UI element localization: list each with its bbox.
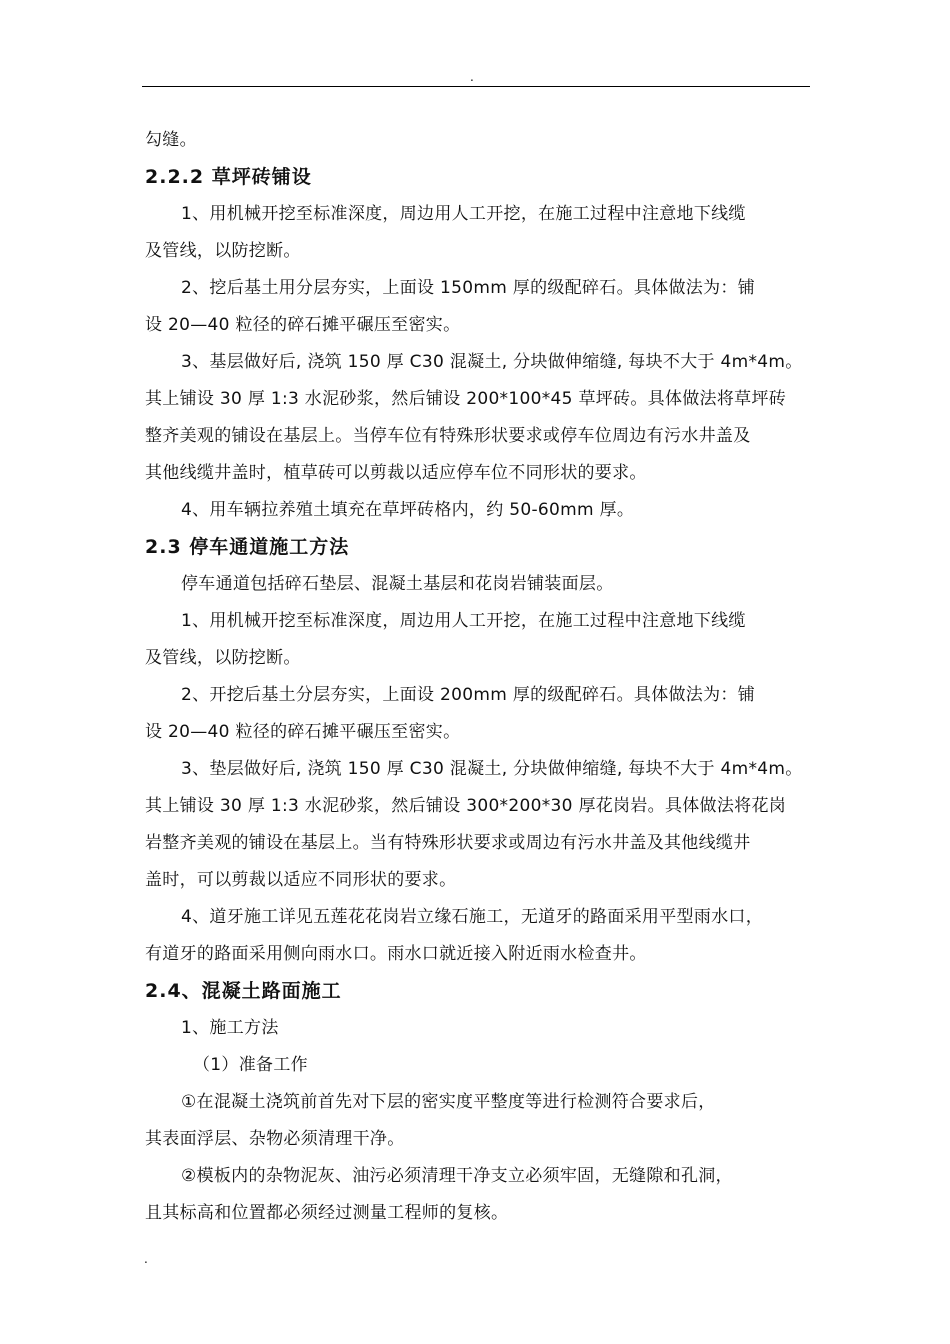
paragraph-line: 整齐美观的铺设在基层上。当停车位有特殊形状要求或停车位周边有污水井盖及: [145, 426, 751, 446]
paragraph-line: 2、挖后基土用分层夯实，上面设 150mm 厚的级配碎石。具体做法为：铺: [181, 278, 755, 298]
paragraph-line: 盖时，可以剪裁以适应不同形状的要求。: [145, 870, 457, 890]
paragraph-line: 设 20—40 粒径的碎石摊平碾压至密实。: [145, 722, 461, 742]
paragraph-line: 及管线，以防挖断。: [145, 648, 301, 668]
paragraph-line: ②模板内的杂物泥灰、油污必须清理干净支立必须牢固，无缝隙和孔洞，: [181, 1166, 733, 1186]
paragraph-line: 且其标高和位置都必须经过测量工程师的复核。: [145, 1203, 509, 1223]
paragraph-line: 有道牙的路面采用侧向雨水口。雨水口就近接入附近雨水检查井。: [145, 944, 647, 964]
paragraph-line: 4、用车辆拉养殖土填充在草坪砖格内，约 50-60mm 厚。: [181, 500, 635, 520]
paragraph-line: 其上铺设 30 厚 1:3 水泥砂浆，然后铺设 200*100*45 草坪砖。具体做法将草坪砖: [145, 389, 787, 409]
paragraph-line: 3、基层做好后, 浇筑 150 厚 C30 混凝土, 分块做伸缩缝, 每块不大于 4m*4m。: [181, 352, 803, 372]
paragraph-line: 其表面浮层、杂物必须清理干净。: [145, 1129, 405, 1149]
section-heading-2-2-2: 2.2.2 草坪砖铺设: [145, 166, 312, 188]
paragraph-line: 勾缝。: [145, 130, 197, 150]
paragraph-line: ①在混凝土浇筑前首先对下层的密实度平整度等进行检测符合要求后，: [181, 1092, 716, 1112]
paragraph-line: 其他线缆井盖时，植草砖可以剪裁以适应停车位不同形状的要求。: [145, 463, 647, 483]
paragraph-line: 岩整齐美观的铺设在基层上。当有特殊形状要求或周边有污水井盖及其他线缆井: [145, 833, 751, 853]
paragraph-line: 4、道牙施工详见五莲花花岗岩立缘石施工，无道牙的路面采用平型雨水口，: [181, 907, 764, 927]
paragraph-line: 及管线，以防挖断。: [145, 241, 301, 261]
header-rule: [142, 86, 810, 87]
paragraph-line: 1、用机械开挖至标准深度，周边用人工开挖，在施工过程中注意地下线缆: [181, 204, 746, 224]
paragraph-line: 停车通道包括碎石垫层、混凝土基层和花岗岩铺装面层。: [181, 574, 614, 594]
header-mark: .: [470, 70, 474, 84]
footer-mark: .: [144, 1252, 148, 1266]
section-heading-2-3: 2.3 停车通道施工方法: [145, 536, 350, 558]
paragraph-line: 3、垫层做好后, 浇筑 150 厚 C30 混凝土, 分块做伸缩缝, 每块不大于 4m*4m。: [181, 759, 803, 779]
paragraph-line: （1）准备工作: [193, 1055, 308, 1075]
paragraph-line: 设 20—40 粒径的碎石摊平碾压至密实。: [145, 315, 461, 335]
paragraph-line: 2、开挖后基土分层夯实，上面设 200mm 厚的级配碎石。具体做法为：铺: [181, 685, 755, 705]
paragraph-line: 其上铺设 30 厚 1:3 水泥砂浆，然后铺设 300*200*30 厚花岗岩。具体做法将花岗: [145, 796, 787, 816]
section-heading-2-4: 2.4、混凝土路面施工: [145, 980, 342, 1002]
page-body: [145, 122, 810, 1232]
paragraph-line: 1、用机械开挖至标准深度，周边用人工开挖，在施工过程中注意地下线缆: [181, 611, 746, 631]
paragraph-line: 1、施工方法: [181, 1018, 279, 1038]
